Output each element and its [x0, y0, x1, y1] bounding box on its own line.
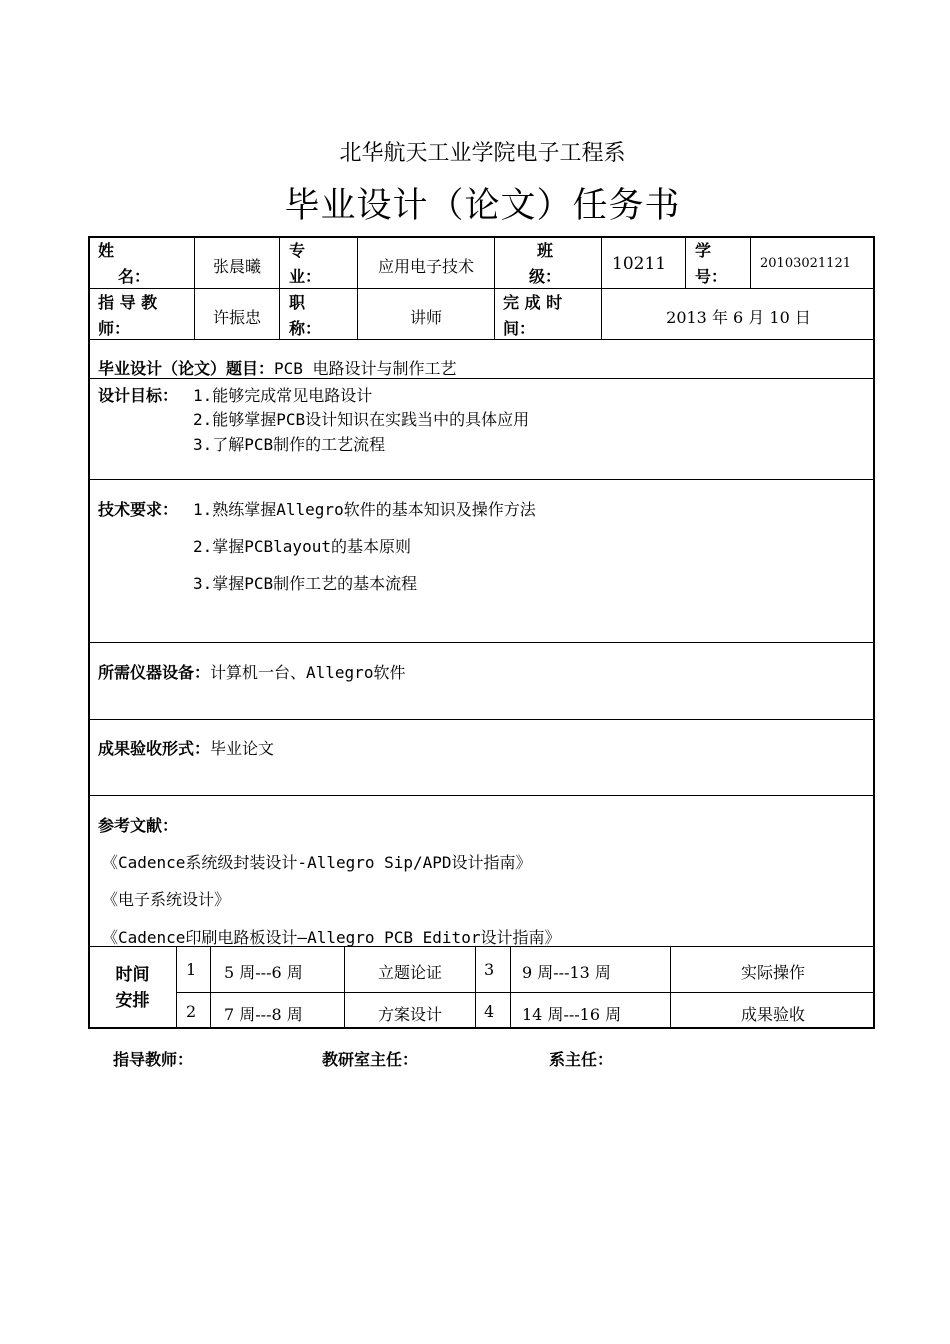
schedule-task: 实际操作	[740, 963, 805, 982]
references-label: 参考文献：	[98, 816, 179, 835]
goal-item: 2.能够掌握PCB设计知识在实践当中的具体应用	[193, 410, 530, 429]
major-value: 应用电子技术	[377, 257, 474, 276]
schedule-index: 4	[484, 1002, 495, 1021]
position-value: 讲师	[409, 308, 442, 327]
name-value: 张晨曦	[212, 257, 261, 276]
acceptance-value: 毕业论文	[210, 739, 275, 758]
col-divider	[210, 946, 211, 1029]
finish-time-label: 完 成 时 间：	[503, 293, 563, 338]
topic-line	[98, 356, 457, 379]
col-divider	[475, 946, 476, 1029]
row-divider	[88, 288, 875, 289]
name-label: 姓 名：	[98, 241, 151, 286]
advisor-label: 指 导 教 师：	[98, 293, 158, 338]
row-divider	[88, 479, 875, 480]
schedule-index: 1	[186, 960, 197, 979]
task-form-table	[88, 236, 875, 1029]
advisor-signature-label: 指导教师：	[113, 1050, 194, 1069]
goal-item: 1.能够完成常见电路设计	[193, 386, 373, 405]
schedule-task: 成果验收	[740, 1005, 805, 1024]
reference-item: 《Cadence系统级封装设计-Allegro Sip/APD设计指南》	[102, 853, 532, 872]
advisor-value: 许振忠	[212, 308, 261, 327]
position-label: 职 称：	[289, 293, 322, 338]
tech-label: 技术要求：	[98, 500, 179, 519]
schedule-weeks: 14 周---16 周	[522, 1005, 622, 1024]
goals-label: 设计目标：	[98, 386, 179, 405]
schedule-weeks: 9 周---13 周	[522, 963, 611, 982]
col-divider	[685, 236, 686, 288]
row-divider	[88, 719, 875, 720]
institution-title: 北华航天工业学院电子工程系	[339, 141, 626, 166]
equipment-line	[98, 660, 405, 683]
col-divider	[494, 236, 495, 339]
major-label: 专 业：	[289, 241, 322, 286]
tech-item: 1.熟练掌握Allegro软件的基本知识及操作方法	[193, 500, 536, 519]
schedule-task: 立题论证	[377, 963, 442, 982]
schedule-task: 方案设计	[377, 1005, 442, 1024]
director-signature-label: 教研室主任：	[322, 1050, 419, 1069]
tech-item: 2.掌握PCBlayout的基本原则	[193, 537, 411, 556]
row-divider	[88, 339, 875, 340]
acceptance-label: 成果验收形式：	[98, 739, 211, 758]
class-label: 班 级：	[528, 241, 561, 286]
reference-item: 《Cadence印刷电路板设计—Allegro PCB Editor设计指南》	[102, 928, 561, 947]
schedule-index: 3	[484, 960, 495, 979]
student-id-value: 20103021121	[760, 256, 851, 271]
schedule-label: 时间 安排	[115, 965, 150, 1011]
class-value: 10211	[612, 254, 667, 274]
student-id-label: 学 号：	[695, 241, 728, 286]
dept-head-signature-label: 系主任：	[549, 1050, 614, 1069]
schedule-row-divider	[176, 992, 875, 993]
tech-item: 3.掌握PCB制作工艺的基本流程	[193, 574, 418, 593]
schedule-weeks: 7 周---8 周	[224, 1005, 303, 1024]
equipment-value: 计算机一台、Allegro软件	[210, 663, 406, 682]
schedule-index: 2	[186, 1002, 197, 1021]
acceptance-line	[98, 736, 274, 759]
schedule-weeks: 5 周---6 周	[224, 963, 303, 982]
document-title: 毕业设计（论文）任务书	[284, 186, 681, 226]
reference-item: 《电子系统设计》	[102, 890, 231, 909]
topic-label: 毕业设计（论文）题目：	[98, 359, 275, 378]
row-divider	[88, 795, 875, 796]
finish-time-value: 2013 年 6 月 10 日	[666, 308, 811, 327]
row-divider	[88, 642, 875, 643]
col-divider	[510, 946, 511, 1029]
col-divider	[279, 236, 280, 339]
col-divider	[176, 946, 177, 1029]
equipment-label: 所需仪器设备：	[98, 663, 211, 682]
col-divider	[750, 236, 751, 288]
topic-value: PCB 电路设计与制作工艺	[274, 359, 457, 378]
goal-item: 3.了解PCB制作的工艺流程	[193, 435, 386, 454]
